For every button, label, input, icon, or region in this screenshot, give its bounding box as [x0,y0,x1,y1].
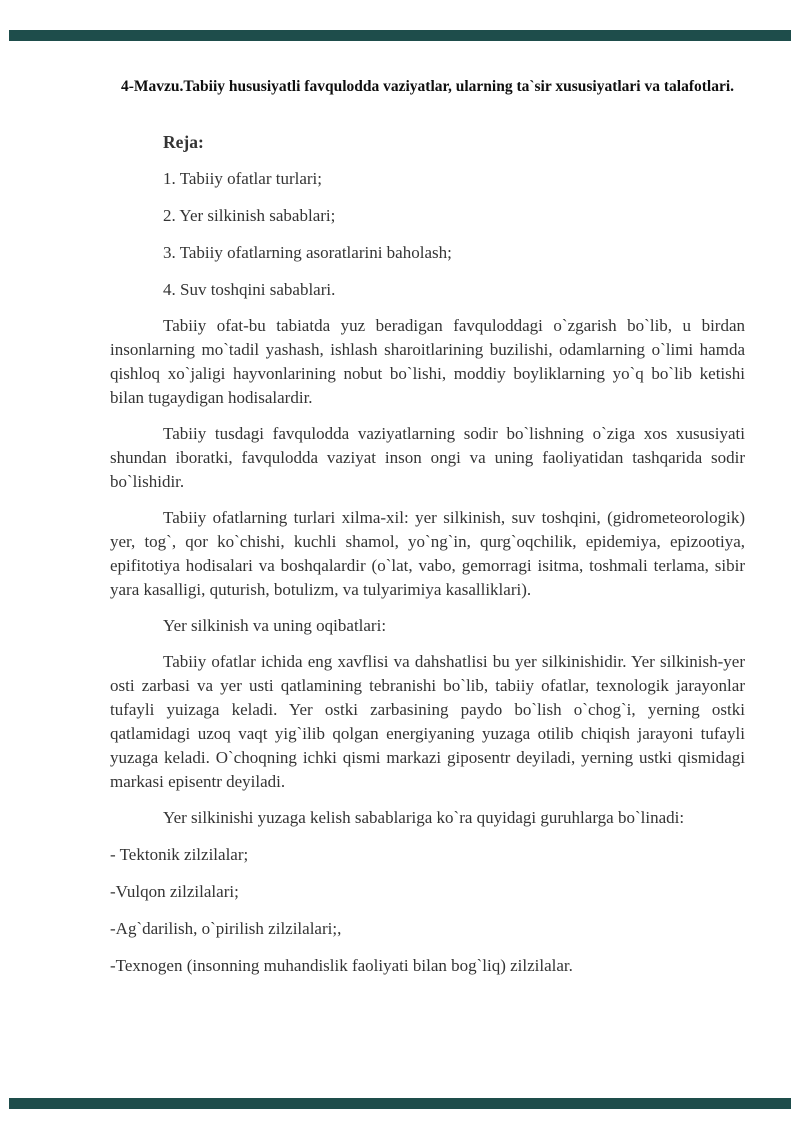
bottom-border-bar [9,1098,791,1109]
paragraph-guruhlarga-bolinadi: Yer silkinishi yuzaga kelish sabablariga ko`ra quyidagi guruhlarga bo`linadi: [163,808,685,827]
document-title: 4-Mavzu.Tabiiy hususiyatli favqulodda vaziyatlar, ularning ta`sir xususiyatlari va talafotlari. [120,78,735,95]
plan-item-2: 2. Yer silkinish sabablari; [163,206,336,225]
plan-item-1: 1. Tabiiy ofatlar turlari; [163,169,323,188]
plan-item-3: 3. Tabiiy ofatlarning asoratlarini baholash; [163,243,452,262]
paragraph-tabiiy-ofat-definition: Tabiiy ofat-bu tabiatda yuz beradigan favquloddagi o`zgarish bo`lib, u birdan insonlarning mo`tadil yashash, ishlash sharoitlarining buzilishi, odamlarning o`limi hamda qishloq xo`jaligi hayvonlarining nobut bo`lishi, moddiy boyliklarning yo`q bo`lib ketishi bilan tugaydigan hodisalardir. [110,316,745,407]
document-page [110,0,745,978]
plan-heading: Reja: [163,132,204,152]
subheading-yer-silkinish: Yer silkinish va uning oqibatlari: [163,616,387,635]
cause-item-agdarilish: -Ag`darilish, o`pirilish zilzilalari;, [110,919,342,938]
paragraph-tabiiy-tusdagi: Tabiiy tusdagi favqulodda vaziyatlarning sodir bo`lishning o`ziga xos xususiyati shundan iboratki, favqulodda vaziyat inson ongi va uning faoliyatidan tashqarida sodir bo`lishidir. [110,424,745,491]
plan-item-4: 4. Suv toshqini sabablari. [163,280,336,299]
cause-item-texnogen: -Texnogen (insonning muhandislik faoliyati bilan bog`liq) zilzilalar. [110,956,573,975]
paragraph-ofat-turlari: Tabiiy ofatlarning turlari xilma-xil: yer silkinish, suv toshqini, (gidrometeorologik) yer, tog`, qor ko`chishi, kuchli shamol, yo`ng`in, qurg`oqchilik, epidemiya, epizootiya, epifitotiya hodisalari va boshqalardir (o`lat, vabo, gemorragi isitma, toshmali terlama, sibir yara kasalligi, quturish, botulizm, va tulyarimiya kasalliklari). [110,508,745,599]
cause-item-tektonik: - Tektonik zilzilalar; [110,845,249,864]
cause-item-vulqon: -Vulqon zilzilalari; [110,882,239,901]
paragraph-yer-silkinish-detail: Tabiiy ofatlar ichida eng xavflisi va dahshatlisi bu yer silkinishidir. Yer silkinish-yer osti zarbasi va yer usti qatlamining tebranishi bo`lib, tabiiy ofatlar, texnologik jarayonlar tufayli yuizaga keladi. Yer ostki zarbasining paydo bo`lish o`chog`i, yerning ostki qatlamidagi uzoq vaqt yig`ilib qolgan energiyaning yuzaga otilib chiqish jarayoni tufayli yuzaga keladi. O`choqning ichki qismi markazi giposentr deyiladi, yerning ustki qismidagi markasi episentr deyiladi. [110,652,745,791]
